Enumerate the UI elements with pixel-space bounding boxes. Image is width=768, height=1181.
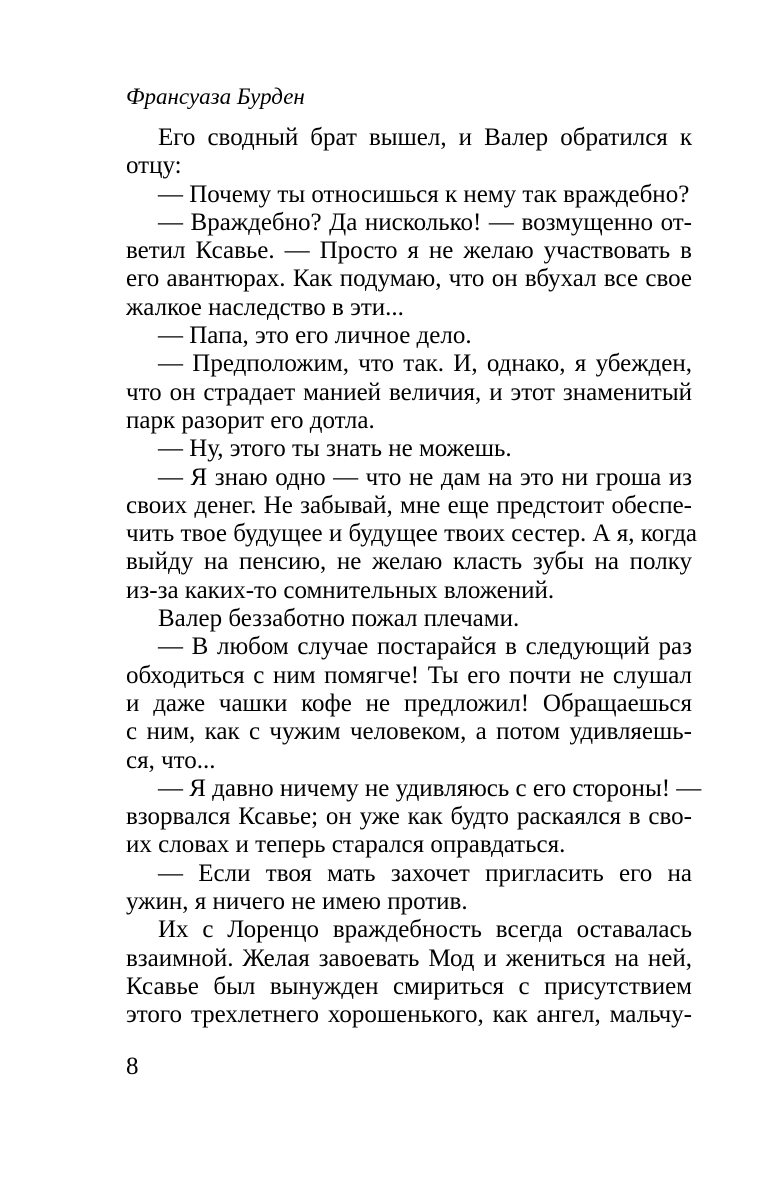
text-line: Ксавье был вынужден смириться с присутствием: [126, 972, 692, 1000]
running-head: Франсуаза Бурден: [126, 84, 305, 109]
text-line: Его сводный брат вышел, и Валер обратился к: [158, 124, 692, 151]
body-text: [126, 124, 702, 1030]
text-line: с ним, как с чужим человеком, а потом удивляешь-: [126, 718, 692, 746]
text-line: Валер беззаботно пожал плечами.: [158, 605, 520, 633]
text-line: — Почему ты относишься к нему так враждебно?: [158, 180, 690, 208]
text-line: Их с Лоренцо враждебность всегда оставалась: [158, 916, 692, 944]
text-line: своих денег. Не забывай, мне еще предстоит обеспе-: [126, 491, 692, 519]
text-line: жалкое наследство в эти...: [126, 293, 404, 321]
text-line: ветил Ксавье. — Просто я не желаю участвовать в: [126, 237, 692, 265]
text-line: — Я знаю одно — что не дам на это ни гроша из: [158, 463, 692, 491]
text-line: — Я давно ничему не удивляюсь с его стороны! —: [158, 774, 702, 802]
text-line: взаимной. Желая завоевать Мод и жениться на ней,: [126, 944, 692, 972]
text-line: и даже чашки кофе не предложил! Обращаешься: [126, 689, 692, 717]
text-line: парк разорит его дотла.: [126, 406, 375, 434]
text-line: — Ну, этого ты знать не можешь.: [158, 435, 512, 463]
text-line: этого трехлетнего хорошенького, как ангел, мальчу-: [126, 1001, 692, 1029]
text-line: их словах и теперь старался оправдаться.: [126, 831, 566, 859]
text-line: взорвался Ксавье; он уже как будто раскаялся в сво-: [126, 803, 692, 831]
text-line: — Предположим, что так. И, однако, я убежден,: [158, 350, 692, 378]
text-line: обходиться с ним помягче! Ты его почти не слушал: [126, 661, 692, 689]
text-line: ся, что...: [126, 746, 216, 774]
page-number: 8: [126, 1053, 139, 1080]
text-line: его авантюрах. Как подумаю, что он вбухал все свое: [126, 265, 692, 293]
text-line: — Если твоя мать захочет пригласить его на: [158, 859, 692, 887]
text-line: отцу:: [126, 152, 182, 180]
text-line: — Папа, это его личное дело.: [158, 322, 472, 350]
text-line: выйду на пенсию, не желаю класть зубы на полку: [126, 548, 692, 576]
text-line: — В любом случае постарайся в следующий раз: [158, 633, 692, 661]
text-line: из-за каких-то сомнительных вложений.: [126, 576, 555, 604]
text-line: чить твое будущее и будущее твоих сестер. А я, когда: [126, 520, 698, 548]
text-line: ужин, я ничего не имею против.: [126, 888, 468, 916]
text-line: — Враждебно? Да нисколько! — возмущенно от-: [158, 208, 692, 236]
text-line: что он страдает манией величия, и этот знаменитый: [126, 378, 692, 406]
